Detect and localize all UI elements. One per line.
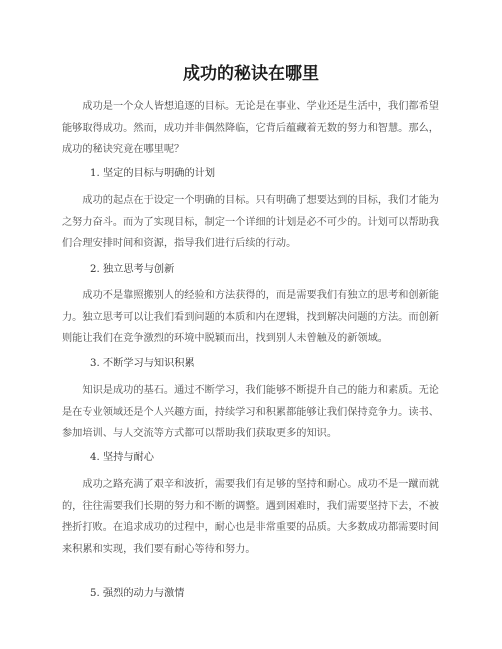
section-2-body: 成功不是靠照搬别人的经验和方法获得的，而是需要我们有独立的思考和创新能力。独立思考可以让我们看到问题的本质和内在逻辑，找到解决问题的方法。而创新则能让我们在竞争激烈的环境中脱颖而出，找到别人未曾触及的新领域。: [62, 290, 439, 344]
section-4-heading: 4. 坚持与耐心: [90, 452, 154, 463]
section-1-heading: 1. 坚定的目标与明确的计划: [90, 168, 216, 179]
section-4-body: 成功之路充满了艰辛和波折，需要我们有足够的坚持和耐心。成功不是一蹴而就的，往往需要我们长期的努力和不断的调整。遇到困难时，我们需要坚持下去，不被挫折打败。在追求成功的过程中，耐心也是非常重要的品质。大多数成功都需要时间来积累和实现，我们要有耐心等待和努力。: [62, 479, 439, 555]
section-1-body: 成功的起点在于设定一个明确的目标。只有明确了想要达到的目标，我们才能为之努力奋斗。而为了实现目标，制定一个详细的计划是必不可少的。计划可以帮助我们合理安排时间和资源，指导我们进行后续的行动。: [62, 195, 439, 249]
section-3-heading: 3. 不断学习与知识积累: [90, 358, 195, 369]
document-title: 成功的秘诀在哪里: [183, 64, 319, 84]
intro-paragraph: 成功是一个众人皆想追逐的目标。无论是在事业、学业还是生活中，我们都希望能够取得成功。然而，成功并非偶然降临，它背后蕴藏着无数的努力和智慧。那么，成功的秘诀究竟在哪里呢？: [62, 101, 439, 155]
section-3-body: 知识是成功的基石。通过不断学习，我们能够不断提升自己的能力和素质。无论是在专业领域还是个人兴趣方面，持续学习和积累都能够让我们保持竞争力。读书、参加培训、与人交流等方式都可以帮助我们获取更多的知识。: [62, 385, 439, 439]
section-2-heading: 2. 独立思考与创新: [90, 264, 175, 275]
section-5-heading: 5. 强烈的动力与激情: [90, 588, 185, 599]
